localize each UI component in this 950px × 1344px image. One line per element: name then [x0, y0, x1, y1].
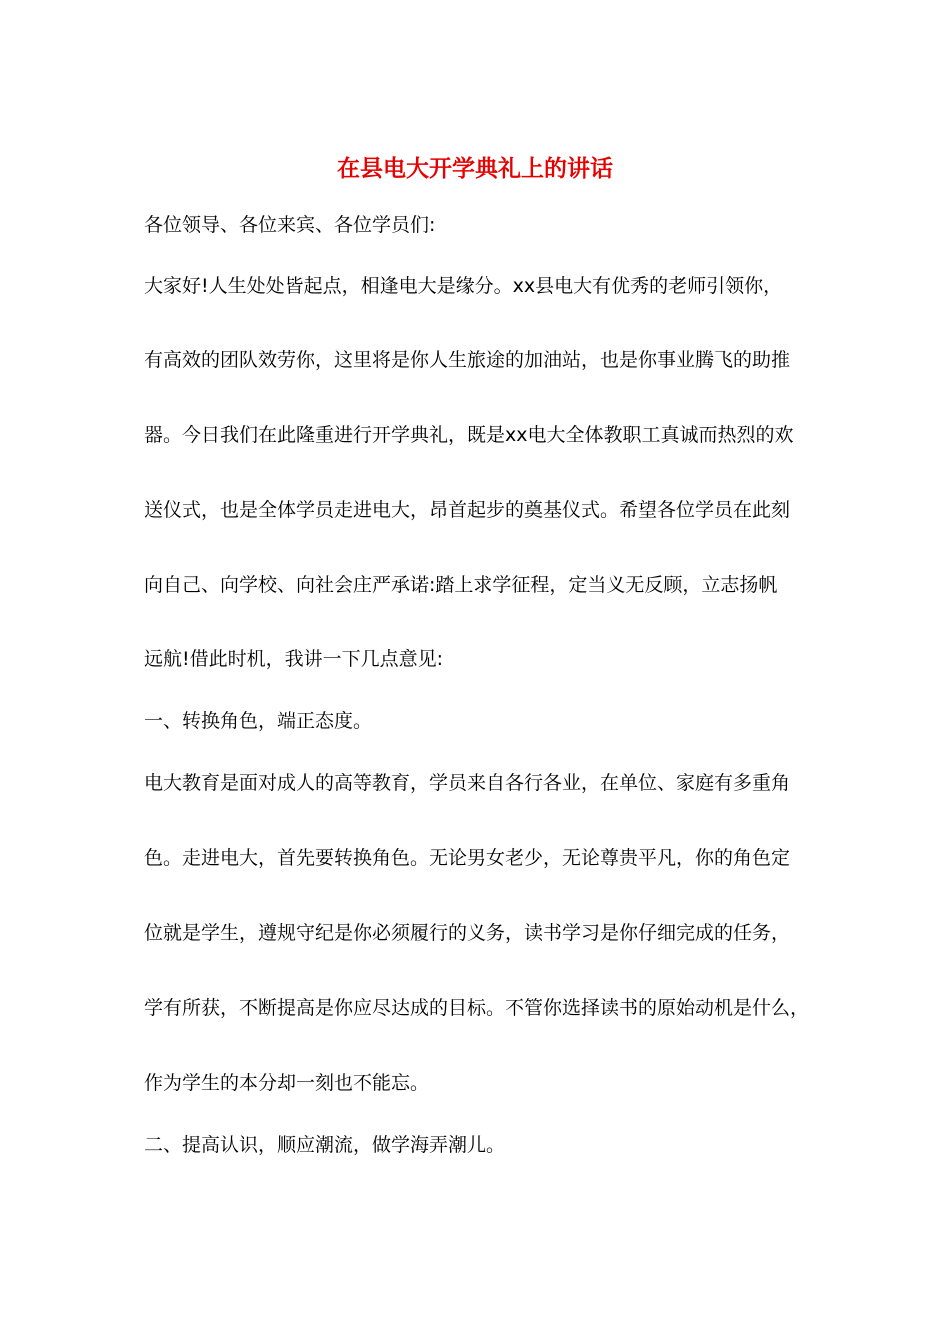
paragraph-line: 位就是学生，遵规守纪是你必须履行的义务，读书学习是你仔细完成的任务， — [144, 922, 791, 944]
salutation-line: 各位领导、各位来宾、各位学员们: — [144, 214, 436, 236]
paragraph-line: 大家好!人生处处皆起点，相逢电大是缘分。xx县电大有优秀的老师引领你， — [144, 275, 783, 297]
paragraph-line: 电大教育是面对成人的高等教育，学员来自各行各业，在单位、家庭有多重角 — [144, 772, 791, 794]
paragraph-line: 远航!借此时机，我讲一下几点意见: — [144, 648, 444, 670]
paragraph-line: 色。走进电大，首先要转换角色。无论男女老少，无论尊贵平凡，你的角色定 — [144, 847, 791, 869]
paragraph-line: 作为学生的本分却一刻也不能忘。 — [144, 1072, 430, 1094]
paragraph-line: 学有所获，不断提高是你应尽达成的目标。不管你选择读书的原始动机是什么， — [144, 997, 810, 1019]
paragraph-line: 器。今日我们在此隆重进行开学典礼，既是xx电大全体教职工真诚而热烈的欢 — [144, 424, 794, 446]
document-title: 在县电大开学典礼上的讲话 — [337, 155, 613, 182]
paragraph-line: 向自己、向学校、向社会庄严承诺:踏上求学征程，定当义无反顾，立志扬帆 — [144, 574, 778, 596]
section-heading: 一、转换角色，端正态度。 — [144, 710, 373, 732]
section-heading: 二、提高认识，顺应潮流，做学海弄潮儿。 — [144, 1134, 506, 1156]
paragraph-line: 有高效的团队效劳你，这里将是你人生旅途的加油站，也是你事业腾飞的助推 — [144, 349, 791, 371]
paragraph-line: 送仪式，也是全体学员走进电大，昂首起步的奠基仪式。希望各位学员在此刻 — [144, 499, 791, 521]
